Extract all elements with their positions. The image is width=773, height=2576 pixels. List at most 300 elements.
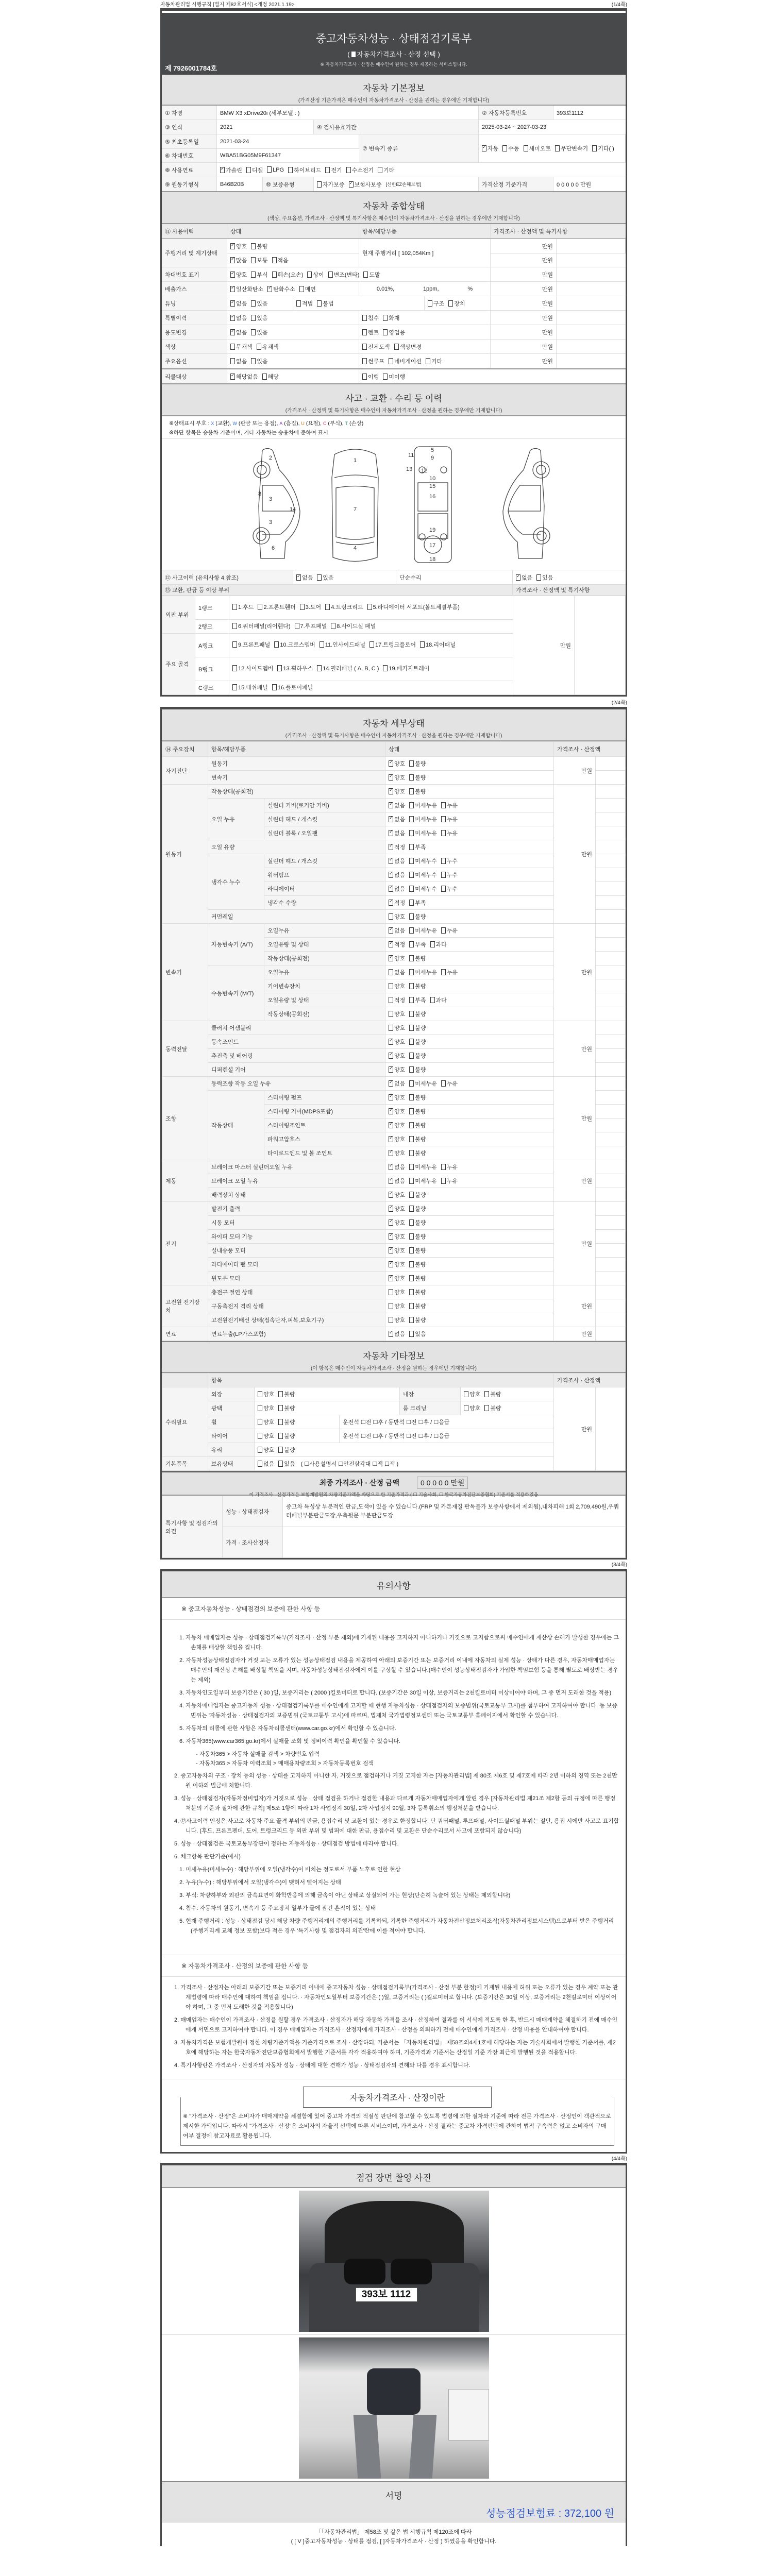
price-note[interactable]	[596, 979, 626, 993]
checkbox[interactable]	[409, 1039, 414, 1045]
price-note[interactable]	[596, 854, 626, 868]
checkbox[interactable]	[389, 1261, 393, 1267]
page-number: (1/4쪽)	[611, 2, 627, 8]
checkbox[interactable]	[267, 286, 272, 292]
checkbox[interactable]	[409, 1053, 414, 1059]
checkbox[interactable]	[426, 358, 430, 364]
price-note[interactable]	[596, 1272, 626, 1285]
item-state	[385, 1174, 554, 1188]
checkbox[interactable]	[251, 358, 256, 364]
checkbox[interactable]	[389, 1192, 393, 1198]
price-note[interactable]	[596, 993, 626, 1007]
price-note[interactable]	[596, 1146, 626, 1160]
checkbox[interactable]	[516, 574, 520, 581]
checkbox[interactable]	[317, 300, 322, 307]
checkbox[interactable]	[246, 167, 251, 173]
checkbox[interactable]	[409, 913, 414, 920]
checkbox[interactable]	[536, 574, 541, 581]
checkbox[interactable]	[251, 272, 256, 278]
checkbox[interactable]	[409, 1011, 414, 1017]
price-unit: 만원	[491, 239, 557, 253]
price-note[interactable]	[596, 868, 626, 882]
checkbox[interactable]	[389, 1053, 393, 1059]
checkbox[interactable]	[277, 665, 282, 671]
price-note[interactable]	[596, 1118, 626, 1132]
checkbox[interactable]	[230, 257, 235, 263]
price-note[interactable]	[596, 896, 626, 910]
checkbox[interactable]	[325, 167, 330, 173]
checkbox[interactable]	[232, 604, 237, 610]
checkbox[interactable]	[409, 983, 414, 989]
checkbox[interactable]	[409, 1275, 414, 1281]
checkbox[interactable]	[441, 1178, 446, 1184]
price-note[interactable]	[596, 1299, 626, 1313]
checkbox[interactable]	[441, 1164, 446, 1170]
option	[251, 314, 267, 322]
price-note[interactable]	[596, 1174, 626, 1188]
checkbox[interactable]	[409, 1025, 414, 1031]
option	[448, 299, 465, 308]
checkbox[interactable]	[299, 286, 304, 292]
price-note[interactable]	[596, 1035, 626, 1049]
checkbox[interactable]	[592, 145, 597, 151]
option-item	[359, 354, 491, 368]
checkbox[interactable]	[389, 858, 393, 864]
checkbox[interactable]	[409, 830, 414, 836]
checkbox[interactable]	[409, 844, 414, 850]
item-label: 작동상태(공회전)	[208, 785, 385, 799]
price-note[interactable]	[557, 296, 626, 310]
checkbox[interactable]	[232, 641, 237, 648]
checkbox[interactable]	[389, 830, 393, 836]
checkbox[interactable]	[295, 623, 299, 629]
checkbox[interactable]	[278, 1419, 283, 1425]
checkbox[interactable]	[362, 315, 367, 321]
checkbox[interactable]	[378, 167, 382, 173]
checkbox[interactable]	[448, 300, 453, 307]
checkbox[interactable]	[296, 300, 301, 307]
checkbox[interactable]	[389, 1080, 393, 1087]
price-note[interactable]	[596, 882, 626, 896]
item-state	[385, 938, 554, 952]
item-label: 변속기	[208, 771, 385, 785]
checkbox[interactable]	[484, 1391, 489, 1397]
checkbox[interactable]	[389, 1178, 393, 1184]
checkbox[interactable]	[409, 1289, 414, 1295]
checkbox[interactable]	[272, 272, 277, 278]
part-option	[300, 604, 321, 611]
part-label: 3.도어	[305, 604, 322, 611]
option-label: 미세누수	[415, 858, 437, 865]
checkbox[interactable]	[230, 286, 235, 292]
checkbox[interactable]	[363, 272, 368, 278]
price-note[interactable]	[596, 826, 626, 840]
price-note[interactable]	[596, 840, 626, 854]
checkbox[interactable]	[325, 604, 330, 610]
checkbox[interactable]	[220, 167, 225, 173]
price-note[interactable]	[596, 757, 626, 771]
option-label: 영업용	[389, 329, 406, 336]
checkbox[interactable]	[362, 374, 367, 380]
checkbox[interactable]	[258, 1433, 262, 1439]
price-note[interactable]	[596, 1091, 626, 1105]
price-note[interactable]	[596, 1132, 626, 1146]
registration-number: 393보1112	[557, 110, 583, 116]
price-note[interactable]	[557, 239, 626, 253]
special-history-state	[227, 311, 359, 325]
checkbox[interactable]	[409, 1247, 414, 1253]
checkbox[interactable]	[409, 1108, 414, 1114]
checkbox[interactable]	[441, 830, 446, 836]
option	[389, 928, 405, 934]
option	[409, 997, 426, 1004]
checkbox[interactable]	[409, 774, 414, 781]
checkbox[interactable]	[232, 684, 237, 690]
checkbox[interactable]	[278, 1433, 283, 1439]
item-label: 고전원전기배선 상태(접속단자,피복,보호기구)	[208, 1313, 385, 1327]
checkbox[interactable]	[484, 1405, 489, 1411]
checkbox[interactable]	[230, 358, 235, 364]
checkbox[interactable]	[441, 1080, 446, 1087]
checkbox[interactable]	[258, 1391, 262, 1397]
checkbox[interactable]	[258, 1447, 262, 1453]
checkbox[interactable]	[230, 374, 235, 380]
checkbox[interactable]	[430, 997, 435, 1003]
price-note[interactable]	[596, 1387, 626, 1471]
checkbox[interactable]	[441, 872, 446, 878]
checkbox[interactable]	[389, 969, 393, 975]
checkbox[interactable]	[300, 604, 305, 610]
price-note[interactable]	[596, 785, 626, 799]
checkbox[interactable]	[278, 1405, 283, 1411]
checkbox[interactable]	[409, 802, 414, 808]
checkbox[interactable]	[251, 315, 256, 321]
checkbox[interactable]	[232, 665, 237, 671]
price-note[interactable]	[596, 910, 626, 924]
checkbox[interactable]	[389, 1011, 393, 1017]
checkbox[interactable]	[230, 272, 235, 278]
option	[278, 1405, 295, 1412]
checkbox[interactable]	[389, 1247, 393, 1253]
checkbox[interactable]	[257, 344, 261, 350]
price-note[interactable]	[596, 938, 626, 952]
price-note[interactable]	[557, 325, 626, 339]
checkbox[interactable]	[383, 329, 388, 335]
checkbox[interactable]	[409, 955, 414, 961]
checkbox[interactable]	[409, 1331, 414, 1337]
checkbox[interactable]	[389, 1136, 393, 1142]
checkbox[interactable]	[441, 886, 446, 892]
checkbox[interactable]	[389, 1275, 393, 1281]
checkbox[interactable]	[389, 802, 393, 808]
option-label: 불량	[415, 984, 426, 990]
price-note[interactable]	[557, 354, 626, 368]
checkbox[interactable]	[409, 927, 414, 934]
checkbox[interactable]	[389, 1303, 393, 1309]
part-label: 15	[429, 483, 436, 489]
checkbox[interactable]	[389, 872, 393, 878]
checkbox[interactable]	[383, 315, 388, 321]
price-note[interactable]	[596, 1160, 626, 1174]
checkbox[interactable]	[464, 1391, 468, 1397]
checkbox[interactable]	[409, 1164, 414, 1170]
checkbox[interactable]	[409, 1261, 414, 1267]
price-note[interactable]	[596, 924, 626, 938]
price-note[interactable]	[596, 1313, 626, 1327]
checkbox[interactable]	[389, 788, 393, 794]
checkbox[interactable]	[409, 941, 414, 947]
checkbox[interactable]	[389, 1206, 393, 1212]
checkbox[interactable]	[258, 1461, 262, 1467]
checkbox[interactable]	[409, 886, 414, 892]
checkbox[interactable]	[278, 1461, 283, 1467]
price-note[interactable]	[596, 965, 626, 979]
price-note[interactable]	[557, 282, 626, 296]
checkbox[interactable]	[288, 167, 293, 173]
price-note[interactable]	[596, 771, 626, 785]
price-note[interactable]	[557, 267, 626, 281]
checkbox[interactable]	[409, 997, 414, 1003]
option-label: 불량	[490, 1392, 501, 1398]
checkbox[interactable]	[524, 145, 528, 151]
checkbox[interactable]	[409, 760, 414, 767]
price-note[interactable]	[596, 812, 626, 826]
price-note[interactable]	[596, 1230, 626, 1244]
checkbox[interactable]	[409, 1206, 414, 1212]
checkbox[interactable]	[262, 374, 267, 380]
checkbox[interactable]	[389, 1331, 393, 1337]
checkbox[interactable]	[331, 623, 335, 629]
checkbox[interactable]	[362, 358, 367, 364]
checkbox[interactable]	[320, 641, 324, 648]
checkbox[interactable]	[409, 1178, 414, 1184]
option-label: 불량	[415, 1025, 426, 1031]
option-label: 없음	[236, 315, 247, 321]
price-note[interactable]	[596, 1105, 626, 1118]
checkbox[interactable]	[420, 641, 425, 648]
checkbox[interactable]	[389, 1219, 393, 1226]
price-note[interactable]	[575, 596, 626, 695]
checkbox[interactable]	[278, 1391, 283, 1397]
checkbox[interactable]	[389, 1094, 393, 1100]
option	[592, 144, 614, 152]
checkbox[interactable]	[409, 1317, 414, 1323]
checkbox[interactable]	[555, 145, 560, 151]
checkbox[interactable]	[230, 329, 235, 335]
checkbox[interactable]	[409, 1219, 414, 1226]
option	[389, 1234, 405, 1240]
label: ② 자동차등록번호	[479, 106, 553, 120]
section-subtitle: (이 항목은 매수인이 자동차가격조사 · 산정을 원하는 경우에만 기재합니다)	[310, 1366, 477, 1371]
checkbox[interactable]	[230, 300, 235, 307]
checkbox[interactable]	[389, 358, 393, 364]
checkbox[interactable]	[409, 1233, 414, 1240]
checkbox[interactable]	[389, 1233, 393, 1240]
checkbox[interactable]	[274, 641, 279, 648]
checkbox[interactable]	[328, 272, 333, 278]
price-note[interactable]	[596, 1049, 626, 1063]
checkbox[interactable]	[464, 1405, 468, 1411]
confirm-line: 「「자동차관리법」 제58조 및 같은 법 시행규칙 제120조에 따라	[315, 2529, 472, 2535]
price-note[interactable]	[557, 311, 626, 325]
checkbox[interactable]	[389, 927, 393, 934]
price-note[interactable]	[557, 253, 626, 267]
checkbox[interactable]	[409, 858, 414, 864]
checkbox[interactable]	[272, 257, 277, 263]
checkbox[interactable]	[230, 243, 235, 249]
option-label: 불량	[415, 1137, 426, 1143]
option-label: 전기	[331, 167, 342, 174]
checkbox[interactable]	[409, 872, 414, 878]
checkbox[interactable]	[389, 1317, 393, 1323]
checkbox[interactable]	[389, 1164, 393, 1170]
checkbox[interactable]	[441, 802, 446, 808]
checkbox[interactable]	[482, 145, 486, 151]
checkbox[interactable]	[409, 1094, 414, 1100]
checkbox[interactable]	[369, 641, 374, 648]
option-label: 불량	[415, 956, 426, 962]
checkbox[interactable]	[502, 145, 507, 151]
checkbox[interactable]	[251, 329, 256, 335]
tire-state	[255, 1429, 340, 1443]
checkbox[interactable]	[409, 816, 414, 822]
checkbox[interactable]	[267, 166, 272, 173]
checkbox[interactable]	[296, 574, 301, 581]
checkbox[interactable]	[389, 900, 393, 906]
checkbox[interactable]	[428, 300, 432, 307]
checkbox[interactable]	[389, 844, 393, 850]
checkbox[interactable]	[251, 257, 256, 263]
option-label: 양호	[394, 1150, 406, 1157]
checkbox[interactable]	[409, 1080, 414, 1087]
option	[409, 970, 437, 976]
checkbox[interactable]	[362, 329, 367, 335]
checkbox[interactable]	[367, 604, 372, 610]
photos-header	[162, 2165, 626, 2188]
checkbox[interactable]	[389, 816, 393, 822]
checkbox[interactable]	[251, 243, 256, 249]
checkbox[interactable]	[389, 1108, 393, 1114]
checkbox[interactable]	[278, 1447, 283, 1453]
checkbox[interactable]	[307, 272, 312, 278]
price-note[interactable]	[596, 1202, 626, 1216]
checkbox[interactable]	[389, 1025, 393, 1031]
checkbox[interactable]	[383, 374, 388, 380]
option-label: 양호	[394, 956, 406, 962]
checkbox[interactable]	[349, 181, 354, 188]
checkbox[interactable]	[272, 684, 277, 690]
option-label: LPG	[273, 167, 284, 173]
price-note[interactable]	[596, 1216, 626, 1230]
checkbox[interactable]	[389, 1150, 393, 1156]
price-note[interactable]	[596, 1063, 626, 1077]
checkbox[interactable]	[394, 344, 399, 350]
item-label: 디퍼렌셜 기어	[208, 1063, 385, 1077]
checkbox[interactable]	[409, 1136, 414, 1142]
price-note[interactable]	[596, 1188, 626, 1202]
price-note[interactable]	[596, 1021, 626, 1035]
checkbox[interactable]	[441, 969, 446, 975]
option	[441, 817, 458, 823]
checkbox[interactable]	[389, 1122, 393, 1128]
checkbox[interactable]	[317, 665, 322, 671]
checkbox[interactable]	[409, 1303, 414, 1309]
notice-item: 4. ⑫사고이력 인정은 사고로 자동차 주요 골격 부위의 판금, 용접수리 및 교환이 있는 경우로 한정합니다. 단 쿼터패널, 루프패널, 사이드실패널 부위는 절단, 용접 시에만 사고로 표기합니다. (후드, 프론트펜더, 도어, 트렁크리드 등 외판 부위 및 범퍼에 대한 판금, 용접수리 및 교환은 단순수리로서 사고에 포함되지 않습니다)	[174, 1818, 619, 1834]
price-note[interactable]	[596, 952, 626, 965]
checkbox[interactable]	[389, 886, 393, 892]
price-note[interactable]	[596, 1007, 626, 1021]
checkbox[interactable]	[389, 997, 393, 1003]
price-note[interactable]	[596, 1258, 626, 1272]
checkbox[interactable]	[389, 941, 393, 947]
simple-repair	[513, 570, 626, 584]
option	[389, 775, 405, 781]
checkbox[interactable]	[441, 858, 446, 864]
checkbox[interactable]	[258, 1405, 262, 1411]
checkbox[interactable]	[389, 774, 393, 781]
checkbox[interactable]	[258, 604, 262, 610]
price-note[interactable]	[596, 1327, 626, 1341]
option-label: 적정	[394, 942, 406, 948]
checkbox[interactable]	[389, 760, 393, 767]
item-state	[385, 1007, 554, 1021]
price-note[interactable]	[596, 1285, 626, 1299]
checkbox[interactable]	[317, 181, 322, 188]
option	[389, 970, 405, 976]
lift-ramp	[353, 2415, 381, 2479]
checkbox[interactable]	[409, 969, 414, 975]
checkbox[interactable]	[230, 315, 235, 321]
checkbox[interactable]	[389, 983, 393, 989]
checkbox[interactable]	[389, 1066, 393, 1073]
part-label: 9.프론트패널	[238, 642, 271, 648]
checkbox[interactable]	[409, 788, 414, 794]
checkbox[interactable]	[232, 623, 237, 629]
checkbox[interactable]	[389, 913, 393, 920]
page-number: (3/4쪽)	[611, 1562, 627, 1568]
checkbox[interactable]	[362, 344, 367, 350]
checkbox[interactable]	[383, 665, 388, 671]
checkbox[interactable]	[409, 1066, 414, 1073]
option	[430, 997, 447, 1004]
price-note[interactable]	[596, 1077, 626, 1091]
wheel-state	[255, 1415, 340, 1429]
select-checkbox[interactable]	[351, 52, 356, 57]
checkbox[interactable]	[251, 300, 256, 307]
price-unit: 만원	[554, 1021, 596, 1077]
item-label: 등속조인트	[208, 1035, 385, 1049]
checkbox[interactable]	[389, 955, 393, 961]
checkbox[interactable]	[389, 1039, 393, 1045]
checkbox[interactable]	[230, 344, 235, 350]
price-note[interactable]	[557, 340, 626, 353]
checkbox[interactable]	[409, 1122, 414, 1128]
checkbox[interactable]	[389, 1289, 393, 1295]
part-label: 16	[429, 494, 436, 500]
checkbox[interactable]	[258, 1419, 262, 1425]
checkbox[interactable]	[409, 1192, 414, 1198]
checkbox[interactable]	[430, 941, 435, 947]
checkbox[interactable]	[346, 167, 351, 173]
price-note[interactable]	[596, 799, 626, 812]
checkbox[interactable]	[441, 816, 446, 822]
checkbox[interactable]	[409, 900, 414, 906]
label: 배출가스	[162, 282, 227, 296]
price-note[interactable]	[596, 1244, 626, 1258]
checkbox[interactable]	[317, 574, 322, 581]
checkbox[interactable]	[441, 927, 446, 934]
checkbox[interactable]	[409, 1150, 414, 1156]
